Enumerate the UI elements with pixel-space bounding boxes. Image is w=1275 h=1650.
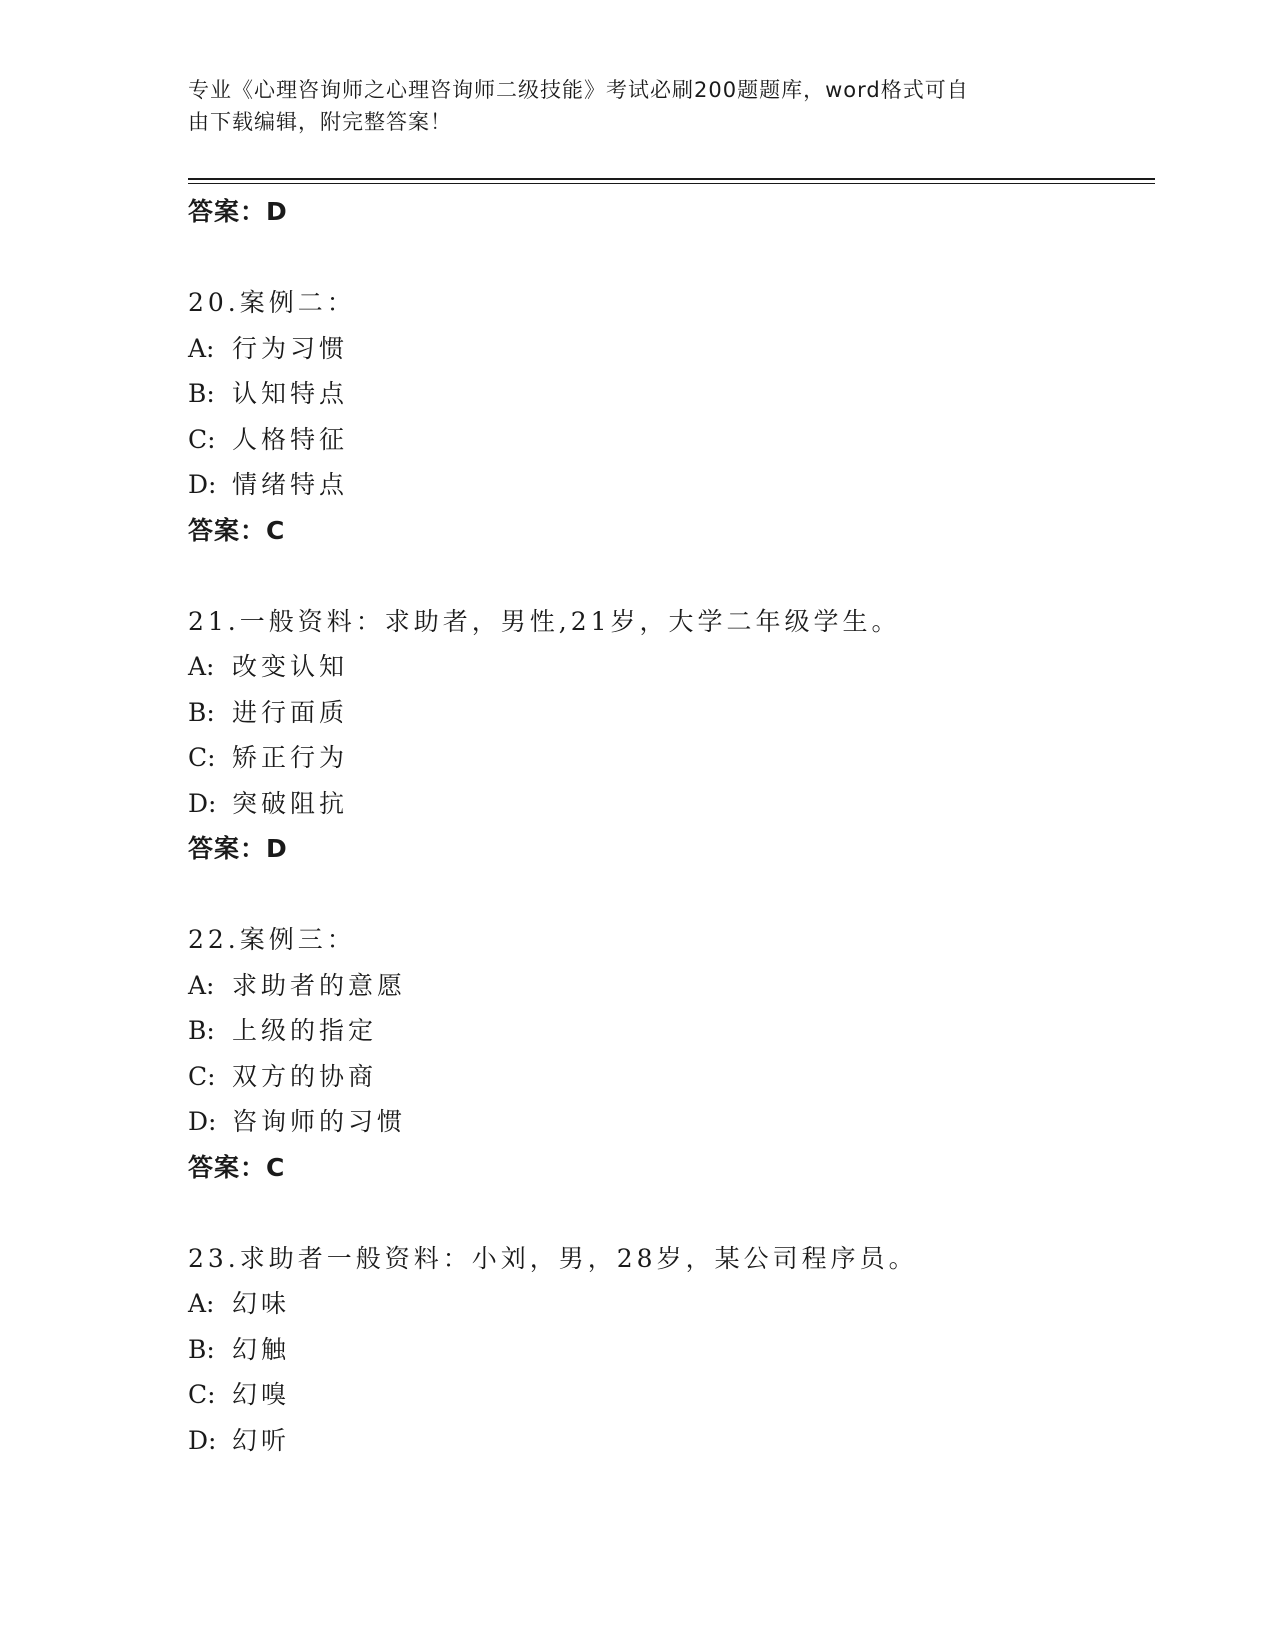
option-text: 幻听 (232, 1425, 291, 1455)
option-text: 求助者的意愿 (232, 970, 407, 1000)
option-d (188, 462, 1148, 508)
spacer (188, 872, 1148, 918)
option-a (188, 644, 1148, 690)
header-rule-thin (188, 183, 1155, 184)
question-23 (188, 1236, 1148, 1464)
spacer (188, 235, 1148, 281)
option-d (188, 1418, 1148, 1464)
question-20 (188, 280, 1148, 553)
option-text: 幻嗅 (232, 1380, 291, 1409)
option-a (188, 326, 1148, 372)
spacer (188, 553, 1148, 599)
answer: 答案：C (188, 1152, 286, 1182)
option-label: C: (188, 1380, 216, 1409)
question-21 (188, 599, 1148, 872)
option-label: A: (188, 1289, 215, 1318)
option-text: 进行面质 (232, 697, 349, 727)
question-stem: 23.求助者一般资料：小刘，男，28岁，某公司程序员。 (188, 1243, 918, 1273)
option-label: A: (188, 970, 215, 1000)
header-line-2: 由下载编辑，附完整答案！ (188, 110, 452, 134)
option-text: 改变认知 (232, 652, 349, 681)
option-d (188, 781, 1148, 827)
spacer (188, 1190, 1148, 1236)
option-text: 幻味 (232, 1289, 291, 1318)
answer: 答案：D (188, 834, 288, 863)
question-stem: 20.案例二： (188, 288, 356, 317)
option-label: D: (188, 470, 217, 499)
option-b (188, 1008, 1148, 1054)
option-b (188, 690, 1148, 736)
answer: 答案：C (188, 515, 286, 545)
option-text: 突破阻抗 (232, 788, 349, 818)
option-d (188, 1099, 1148, 1145)
option-text: 情绪特点 (232, 470, 349, 499)
option-label: C: (188, 743, 216, 772)
previous-answer: 答案：D (188, 197, 288, 226)
question-stem: 22.案例三： (188, 925, 356, 954)
option-b (188, 1327, 1148, 1373)
option-b (188, 371, 1148, 417)
option-label: B: (188, 379, 215, 408)
option-text: 上级的指定 (232, 1016, 378, 1045)
option-label: B: (188, 697, 215, 727)
option-text: 双方的协商 (232, 1061, 378, 1091)
option-c (188, 1054, 1148, 1100)
question-stem: 21.一般资料：求助者，男性,21岁，大学二年级学生。 (188, 606, 901, 636)
question-list (188, 189, 1148, 1463)
option-label: D: (188, 1107, 217, 1136)
document-header (188, 74, 1068, 138)
option-a (188, 963, 1148, 1009)
option-a (188, 1281, 1148, 1327)
option-c (188, 417, 1148, 463)
option-label: D: (188, 1425, 217, 1455)
option-label: B: (188, 1016, 215, 1045)
option-c (188, 1372, 1148, 1418)
option-text: 咨询师的习惯 (232, 1107, 407, 1136)
option-text: 幻触 (232, 1334, 291, 1364)
option-c (188, 735, 1148, 781)
option-text: 人格特征 (232, 424, 349, 454)
option-label: B: (188, 1334, 215, 1364)
option-label: A: (188, 652, 215, 681)
option-text: 行为习惯 (232, 333, 349, 363)
header-rule-thick (188, 178, 1155, 180)
option-text: 矫正行为 (232, 743, 349, 772)
option-label: D: (188, 788, 217, 818)
option-label: C: (188, 424, 216, 454)
option-label: A: (188, 333, 215, 363)
option-text: 认知特点 (232, 379, 349, 408)
option-label: C: (188, 1061, 216, 1091)
question-22 (188, 917, 1148, 1190)
header-line-1: 专业《心理咨询师之心理咨询师二级技能》考试必刷200题题库，word格式可自 (188, 78, 969, 102)
